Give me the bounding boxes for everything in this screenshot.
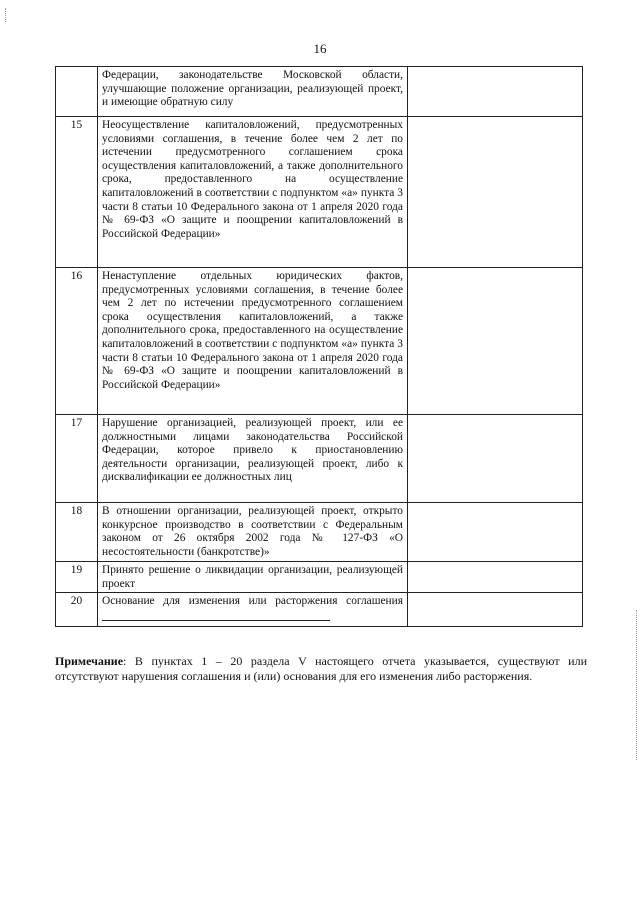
row-value-cell[interactable] bbox=[408, 593, 583, 627]
table-row bbox=[56, 268, 583, 415]
row-value-cell[interactable] bbox=[408, 268, 583, 415]
table-row bbox=[56, 593, 583, 627]
note-paragraph bbox=[55, 654, 587, 684]
row-description bbox=[98, 117, 408, 268]
table-row bbox=[56, 562, 583, 593]
page-number: 16 bbox=[313, 41, 327, 56]
row-description bbox=[98, 268, 408, 415]
table-row bbox=[56, 117, 583, 268]
row-number: 19 bbox=[56, 562, 98, 593]
row-description bbox=[98, 593, 408, 627]
row-value-cell[interactable] bbox=[408, 562, 583, 593]
violations-table bbox=[55, 66, 583, 627]
row-number: 16 bbox=[56, 268, 98, 415]
row-value-cell[interactable] bbox=[408, 117, 583, 268]
row-value-cell[interactable] bbox=[408, 415, 583, 503]
row-number: 20 bbox=[56, 593, 98, 627]
row-description-text: Принято решение о ликвидации организации, реализующей проект bbox=[102, 564, 403, 590]
row-description-text: Неосуществление капиталовложений, предусмотренных условиями соглашения, в течение более чем 2 лет по истечении предусмотренного соглашением срока осуществления капиталовложений, а также дополнительного срока, предоставленного на осуществление капиталовложений в соответствии с подпунктом «а» пункта 3 части 8 статьи 10 Федерального закона от 1 апреля 2020 года № 69-ФЗ «О защите и поощрении капиталовложений в Российской Федерации» bbox=[102, 119, 403, 240]
row-description bbox=[98, 67, 408, 117]
row-description-text: Федерации, законодательстве Московской области, улучшающие положение организации, реализующей проект, и имеющие обратную силу bbox=[102, 69, 403, 109]
row-number: 18 bbox=[56, 503, 98, 562]
row-description-text: Нарушение организацией, реализующей проект, или ее должностными лицами законодательства Российской Федерации, которое привело к приостановлению деятельности организации, реализующей проект, либо к дисквалификации ее должностных лиц bbox=[102, 417, 403, 484]
row-description bbox=[98, 562, 408, 593]
row-description bbox=[98, 503, 408, 562]
scan-margin-mark bbox=[635, 610, 637, 760]
row-value-cell[interactable] bbox=[408, 67, 583, 117]
note-label: Примечание bbox=[55, 654, 124, 668]
table-row bbox=[56, 503, 583, 562]
row-description-text: Ненаступление отдельных юридических фактов, предусмотренных условиями соглашения, в течение более чем 2 лет по истечении предусмотренного соглашением срока осуществления капиталовложений, а также дополнительного срока, предоставленного на осуществление капиталовложений в соответствии с подпунктом «а» пункта 3 части 8 статьи 10 Федерального закона от 1 апреля 2020 года № 69-ФЗ «О защите и поощрении капиталовложений в Российской Федерации» bbox=[102, 270, 403, 391]
scan-artifact-mark bbox=[5, 8, 7, 22]
row-description bbox=[98, 415, 408, 503]
blank-fill-line[interactable] bbox=[102, 609, 330, 621]
row-number: 15 bbox=[56, 117, 98, 268]
row-number bbox=[56, 67, 98, 117]
note-text: : В пунктах 1 – 20 раздела V настоящего отчета указывается, существуют или отсутствуют нарушения соглашения и (или) основания для его изменения либо расторжения. bbox=[55, 654, 587, 683]
row-description-text: В отношении организации, реализующей проект, открыто конкурсное производство в соответствии с Федеральным законом от 26 октября 2002 года № 127-ФЗ «О несостоятельности (банкротстве)» bbox=[102, 505, 403, 558]
row-value-cell[interactable] bbox=[408, 503, 583, 562]
table-row bbox=[56, 67, 583, 117]
row-description-text: Основание для изменения или расторжения соглашения bbox=[102, 595, 403, 608]
row-number: 17 bbox=[56, 415, 98, 503]
table-row bbox=[56, 415, 583, 503]
